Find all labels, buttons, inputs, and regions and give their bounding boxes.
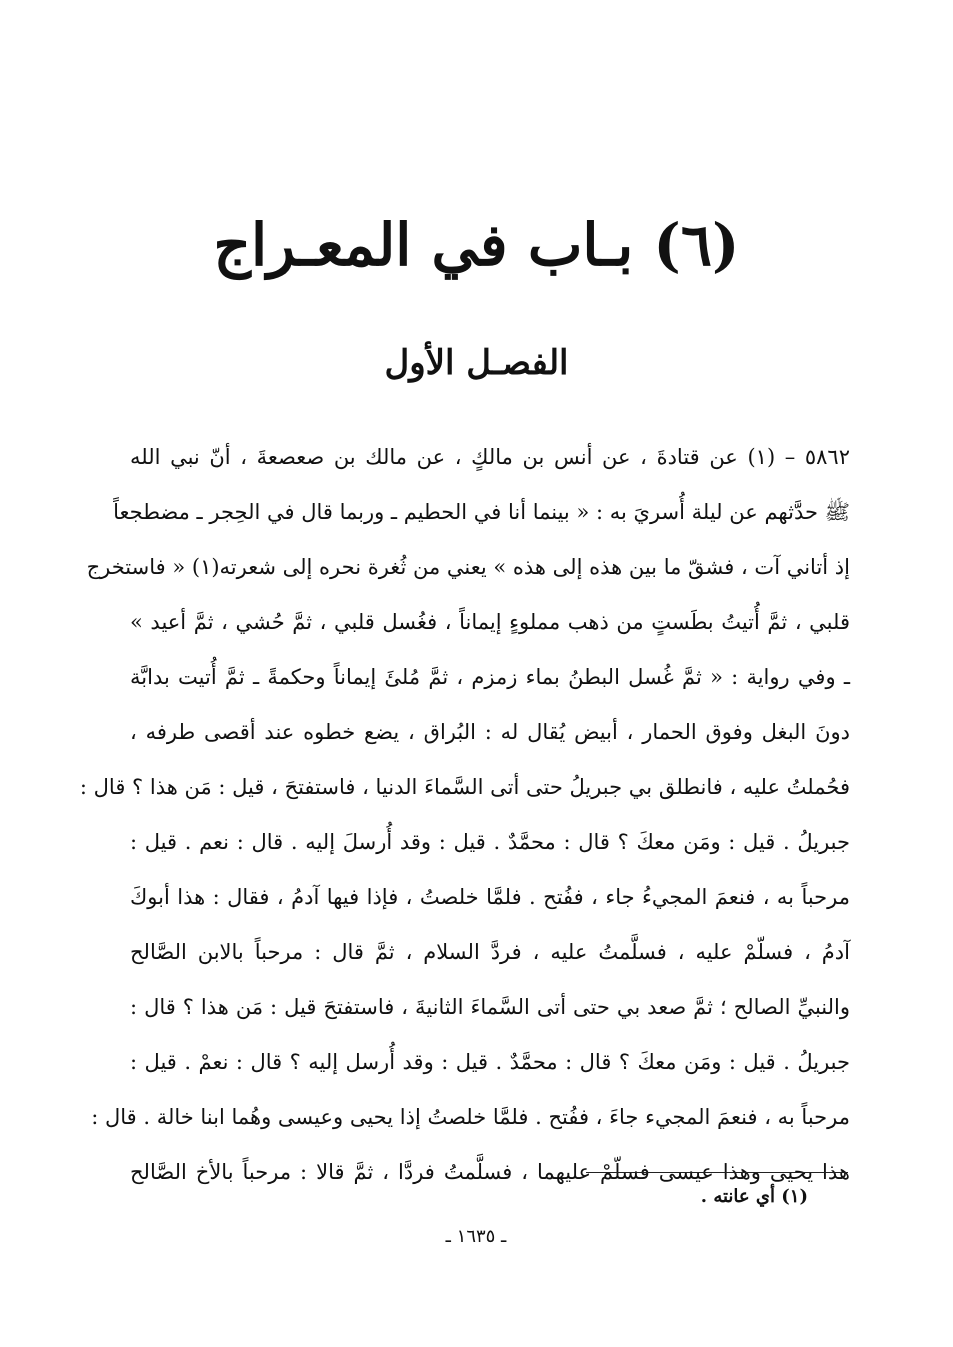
- footnote: (١) أي عانته .: [700, 1186, 808, 1207]
- text-line: قلبي ، ثمَّ أُتيتُ بطَستٍ من ذهب مملوءٍ إيماناً ، فغُسل قلبي ، ثمَّ حُشي ، ثمَّ أعيد »: [130, 610, 850, 634]
- text-line: آدمُ ، فسلّمْ عليه ، فسلَّمتُ عليه ، فردَّ السلام ، ثمَّ قال : مرحباً بالابن الصَّالح: [130, 940, 850, 964]
- text-line: فحُملتُ عليه ، فانطلق بي جبريلُ حتى أتى السَّماءَ الدنيا ، فاستفتحَ ، قيل : مَن هذا ؟ قال :: [79, 775, 850, 799]
- text-line: والنبيِّ الصالح ؛ ثمَّ صعد بي حتى أتى السَّماءَ الثانيةَ ، فاستفتحَ قيل : مَن هذا ؟ قال :: [130, 995, 850, 1019]
- text-line: دونَ البغل وفوق الحمار ، أبيض يُقال له : البُراق ، يضع خطوه عند أقصى طرفه ،: [130, 720, 850, 744]
- text-line: ٥٨٦٢ – (١) عن قتادةَ ، عن أنس بن مالكٍ ، عن مالك بن صعصعةَ ، أنّ نبي الله: [130, 445, 850, 469]
- text-line: ـ وفي رواية : « ثمَّ غُسل البطنُ بماء زمزم ، ثمَّ مُلئَ إيماناً وحكمةً ـ ثمَّ أُتيت بدابَّة: [130, 665, 850, 689]
- text-line: جبريلُ . قيل : ومَن معكَ ؟ قال : محمَّدٌ . قيل : وقد أُرسلَ إليه . قال : نعم . قيل :: [130, 830, 850, 854]
- chapter-title: (٦) بـاب في المعـراج: [213, 211, 740, 279]
- text-line: مرحباً به ، فنعمَ المجيءُ جاء ، ففُتح . فلمَّا خلصتُ ، فإذا فيها آدمُ ، فقال : هذا أبوكَ: [130, 885, 850, 909]
- text-line: جبريلُ . قيل : ومَن معكَ ؟ قال : محمَّدٌ . قيل : وقد أُرسل إليه ؟ قال : نعمْ . قيل :: [130, 1050, 850, 1074]
- section-title: الفصـل الأول: [384, 343, 569, 383]
- text-line: مرحباً به ، فنعمَ المجيء جاءَ ، ففُتح . فلمَّا خلصتُ إذا يحيى وعيسى وهُما ابنا خالة . قال :: [91, 1105, 850, 1129]
- footnote-divider: [586, 1172, 848, 1173]
- page-number: ـ ١٦٣٥ ـ: [445, 1226, 507, 1247]
- hadith-text: [79, 432, 850, 1202]
- text-line: إذ أتاني آت ، فشقّ ما بين هذه إلى هذه » يعني من ثُغرة نحره إلى شعرته(١) « فاستخرج: [86, 555, 850, 579]
- text-line: هذا يحيى وهذا عيسى فسلّمْ عليهما ، فسلَّمتُ فردَّا ، ثمَّ قالا : مرحباً بالأخ الصَّالح: [130, 1160, 850, 1184]
- text-line: ﷺ حدَّثهم عن ليلة أُسريَ به : « بينما أنا في الحطيم ـ وربما قال في الحِجر ـ مضطجعاً: [113, 500, 850, 524]
